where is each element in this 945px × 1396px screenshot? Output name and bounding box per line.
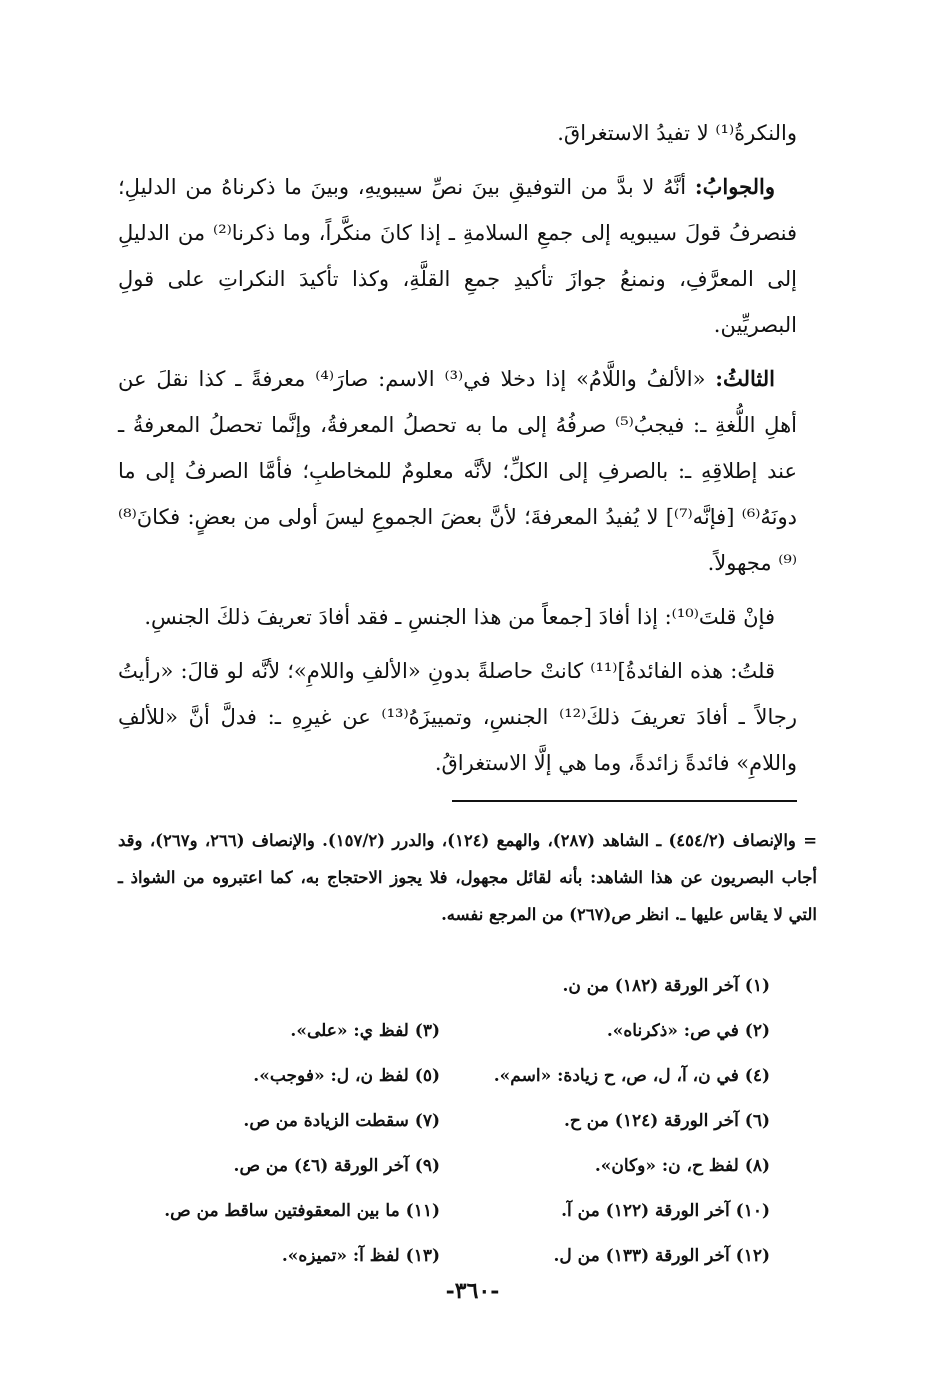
paragraph-2-text: أنَّهُ لا بدَّ من التوفيقِ بينَ نصِّ سيبويهِ، وبينَ ما ذكرناهُ من الدليلِ؛ فنصرفُ قولَ سيبويه إلى جمعِ السلامةِ ـ إذا كانَ منكَّراً، وما ذكرنا⁽²⁾ من الدليلِ إلى المعرَّفِ، ونمنعُ جوازَ تأكيدِ جمعِ القلَّةِ، وكذا تأكيدَ النكراتِ على قولِ البصريِّين. [118,175,797,337]
page-number: -٣٦٠- [445,1278,500,1304]
footnote-2: (٢) في ص: «ذكرناه». [606,1021,770,1041]
footnote-continuation: = والإنصاف (٤٥٤/٢) ـ الشاهد (٢٨٧)، والهمع (١٢٤)، والدرر (١٥٧/٢). والإنصاف (٢٦٦، و٢٦٧)، وقد أجاب البصريون عن هذا الشاهد: بأنه لقائل مجهول، فلا يجوز الاحتجاج به، كما اعتبروه من الشواذ ـ التي لا يقاس عليها ـ. انظر ص(٢٦٧) من المرجع نفسه. [118,831,818,924]
paragraph-5: قلتُ: هذه الفائدةُ]⁽¹¹⁾ كانتْ حاصلةً بدونِ «الألفِ واللامِ»؛ لأنَّه لو قالَ: «رأيتُ رجالاً ـ أفادَ تعريفَ ذلكَ⁽¹²⁾ الجنسِ، وتمييزَهُ⁽¹³⁾ عن غيرِهِ ـ: فدلَّ أنَّ «للألفِ واللامِ» فائدةً زائدةً، وما هي إلَّا الاستغراقُ. [118,659,797,775]
footnote-separator [452,800,797,802]
paragraph-4: فإنْ قلتَ⁽¹⁰⁾: إذا أفادَ [جمعاً من هذا الجنسِ ـ فقد أفادَ تعريفَ ذلكَ الجنسِ. [144,605,775,629]
footnote-row [140,1201,770,1246]
footnote-1: (١) آخر الورقة (١٨٢) من ن. [562,976,770,996]
footnote-10: (١٠) آخر الورقة (١٢٢) من آ. [561,1201,770,1221]
footnotes-list [140,976,770,1291]
footnote-3: (٣) لفظ ي: «على». [290,1021,440,1041]
main-text [118,110,797,794]
footnote-4: (٤) في ن، آ، ل، ص، ح زيادة: «اسم». [493,1066,770,1086]
paragraph-2 [118,164,797,348]
footnote-6: (٦) آخر الورقة (١٢٤) من ح. [563,1111,770,1131]
footnote-5: (٥) لفظ ن، ل: «فوجب». [253,1066,440,1086]
paragraph-3-text: «الألفُ واللَّامُ» إذا دخلا في⁽³⁾ الاسم: صارَ⁽⁴⁾ معرفةً ـ كذا نقلَ عن أهلِ اللُّغةِ ـ: فيجبُ⁽⁵⁾ صرفُهُ إلى ما به تحصلُ المعرفةُ، وإنَّما تحصلُ المعرفةُ ـ عند إطلاقِهِ ـ: بالصرفِ إلى الكلِّ؛ لأنَّه معلومٌ للمخاطبِ؛ فأمَّا الصرفُ إلى ما دونَهُ⁽⁶⁾ [فإنَّه⁽⁷⁾] لا يُفيدُ المعرفةَ؛ لأنَّ بعضَ الجموعِ ليسَ أولى من بعضٍ: فكانَ⁽⁸⁾⁽⁹⁾ مجهولاً. [118,367,797,575]
paragraph-3-lead: الثالثُ: [715,366,775,391]
footnote-row [140,976,770,1021]
footnote-12: (١٢) آخر الورقة (١٣٣) من ل. [553,1246,770,1266]
footnote-8: (٨) لفظ ح، ن: «وكان». [594,1156,770,1176]
footnote-13: (١٣) لفظ آ: «تميزه». [281,1246,440,1266]
footnote-11: (١١) ما بين المعقوفتين ساقط من ص. [164,1201,440,1221]
paragraph-3 [118,356,797,586]
footnote-row [140,1111,770,1156]
footnote-7: (٧) سقطت الزيادة من ص. [243,1111,440,1131]
footnote-row [140,1066,770,1111]
footnote-row [140,1021,770,1066]
footnote-row [140,1156,770,1201]
footnote-9: (٩) آخر الورقة (٤٦) من ص. [233,1156,440,1176]
paragraph-2-lead: والجوابُ: [694,174,775,199]
paragraph-1: والنكرةُ⁽¹⁾ لا تفيدُ الاستغراقَ. [557,121,797,145]
